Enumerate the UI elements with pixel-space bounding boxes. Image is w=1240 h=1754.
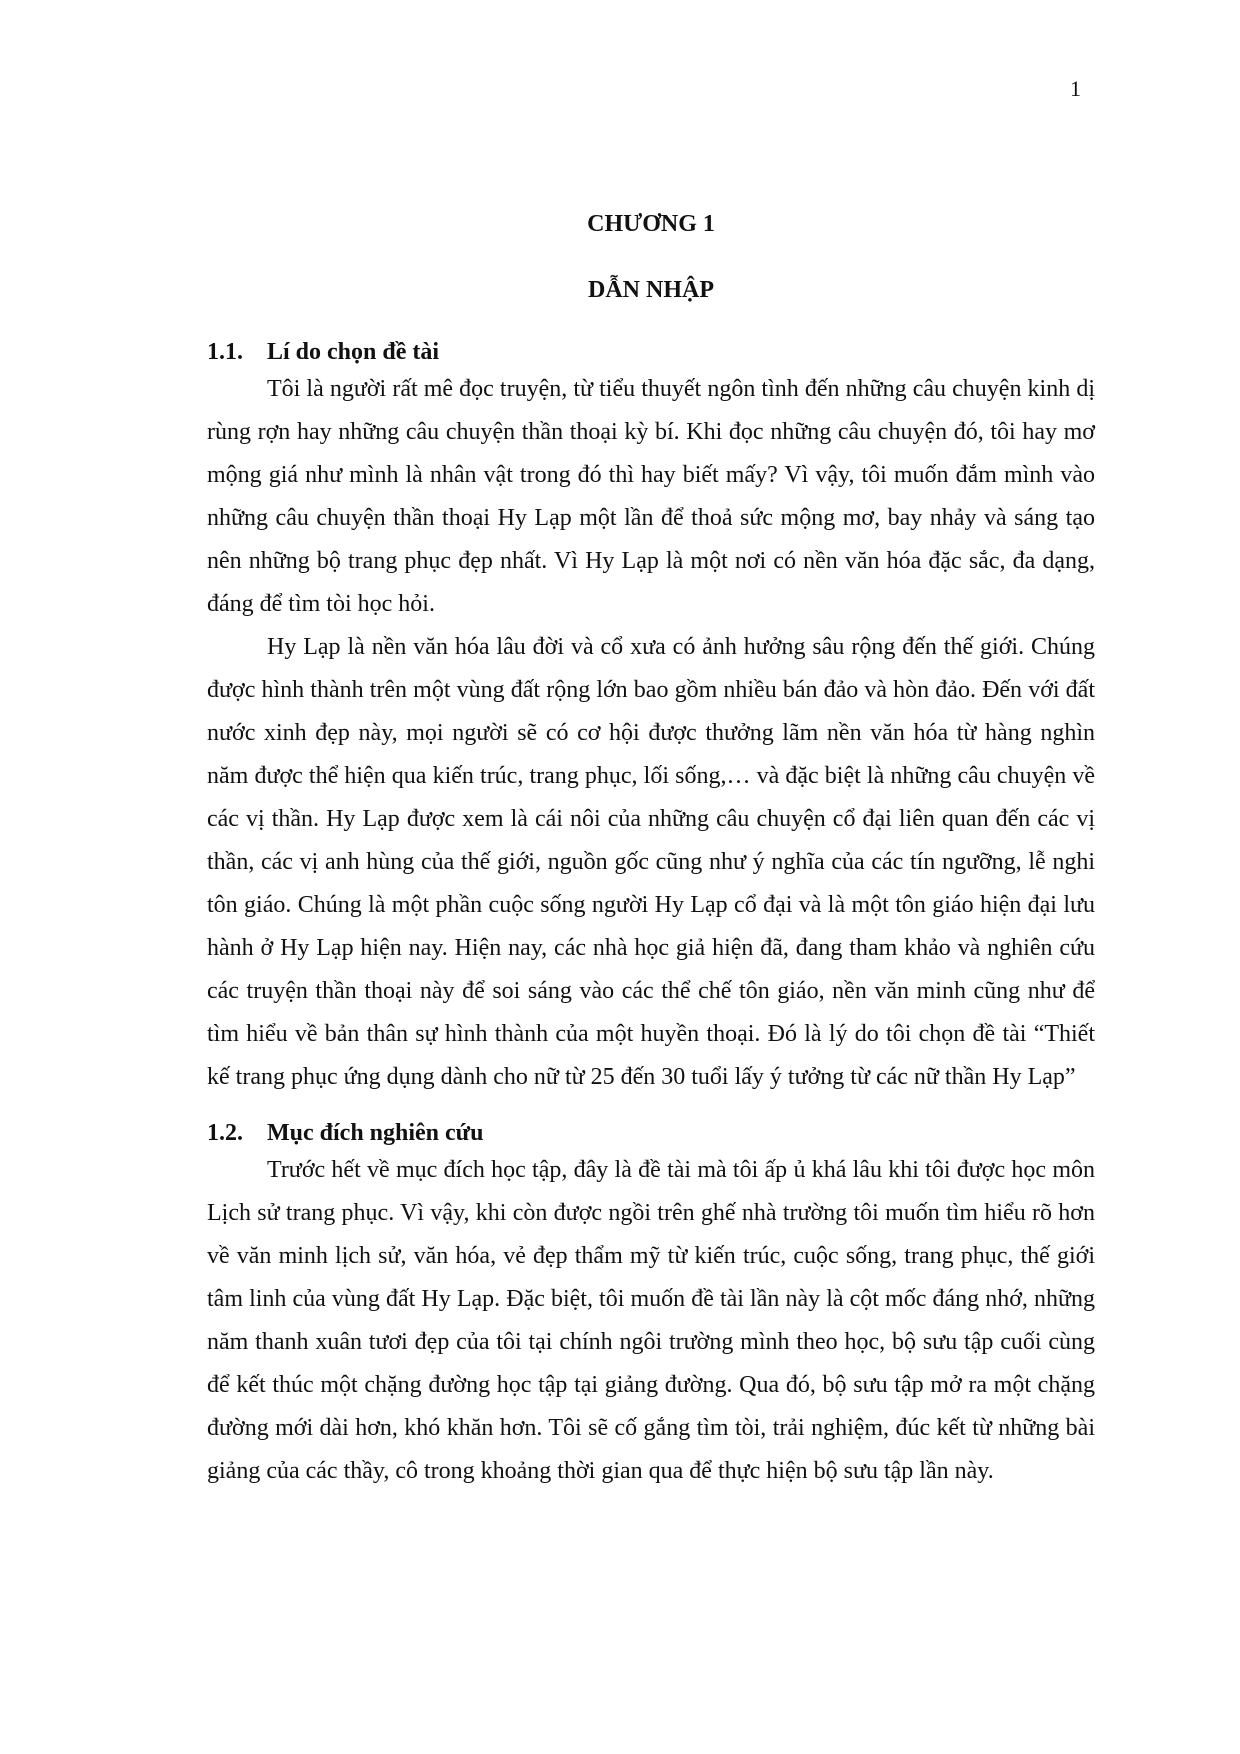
page-number: 1 — [1070, 76, 1081, 101]
section-title: Mục đích nghiên cứu — [267, 1120, 484, 1146]
body-paragraph: Tôi là người rất mê đọc truyện, từ tiểu thuyết ngôn tình đến những câu chuyện kinh dị rùng rợn hay những câu chuyện thần thoại kỳ bí. Khi đọc những câu chuyện đó, tôi hay mơ mộng giá như mình là nhân vật trong đó thì hay biết mấy? Vì vậy, tôi muốn đắm mình vào những câu chuyện thần thoại Hy Lạp một lần để thoả sức mộng mơ, bay nhảy và sáng tạo nên những bộ trang phục đẹp nhất. Vì Hy Lạp là một nơi có nền văn hóa đặc sắc, đa dạng, đáng để tìm tòi học hỏi. — [207, 376, 1095, 617]
section-number: 1.1. — [207, 339, 243, 365]
chapter-title: CHƯƠNG 1 — [587, 211, 715, 237]
section-title: Lí do chọn đề tài — [267, 339, 440, 365]
body-paragraph: Hy Lạp là nền văn hóa lâu đời và cổ xưa có ảnh hưởng sâu rộng đến thế giới. Chúng được hình thành trên một vùng đất rộng lớn bao gồm nhiều bán đảo và hòn đảo. Đến với đất nước xinh đẹp này, mọi người sẽ có cơ hội được thưởng lãm nền văn hóa từ hàng nghìn năm được thể hiện qua kiến trúc, trang phục, lối sống,… và đặc biệt là những câu chuyện về các vị thần. Hy Lạp được xem là cái nôi của những câu chuyện cổ đại liên quan đến các vị thần, các vị anh hùng của thế giới, nguồn gốc cũng như ý nghĩa của các tín ngưỡng, lễ nghi tôn giáo. Chúng là một phần cuộc sống người Hy Lạp cổ đại và là một tôn giáo hiện đại lưu hành ở Hy Lạp hiện nay. Hiện nay, các nhà học giả hiện đã, đang tham khảo và nghiên cứu các truyện thần thoại này để soi sáng vào các thể chế tôn giáo, nền văn minh cũng như để tìm hiểu về bản thân sự hình thành của một huyền thoại. Đó là lý do tôi chọn đề tài “Thiết kế trang phục ứng dụng dành cho nữ từ 25 đến 30 tuổi lấy ý tưởng từ các nữ thần Hy Lạp” — [207, 634, 1095, 1090]
body-paragraph: Trước hết về mục đích học tập, đây là đề tài mà tôi ấp ủ khá lâu khi tôi được học môn Lịch sử trang phục. Vì vậy, khi còn được ngồi trên ghế nhà trường tôi muốn tìm hiểu rõ hơn về văn minh lịch sử, văn hóa, vẻ đẹp thẩm mỹ từ kiến trúc, cuộc sống, trang phục, thế giới tâm linh của vùng đất Hy Lạp. Đặc biệt, tôi muốn đề tài lần này là cột mốc đáng nhớ, những năm thanh xuân tươi đẹp của tôi tại chính ngôi trường mình theo học, bộ sưu tập cuối cùng để kết thúc một chặng đường học tập tại giảng đường. Qua đó, bộ sưu tập mở ra một chặng đường mới dài hơn, khó khăn hơn. Tôi sẽ cố gắng tìm tòi, trải nghiệm, đúc kết từ những bài giảng của các thầy, cô trong khoảng thời gian qua để thực hiện bộ sưu tập lần này. — [207, 1157, 1095, 1484]
section-heading-1-2 — [207, 1117, 1095, 1149]
section-number: 1.2. — [207, 1120, 243, 1146]
page-content — [207, 208, 1095, 1493]
section-heading-1-1 — [207, 336, 1095, 368]
chapter-subtitle: DẪN NHẬP — [588, 277, 714, 303]
